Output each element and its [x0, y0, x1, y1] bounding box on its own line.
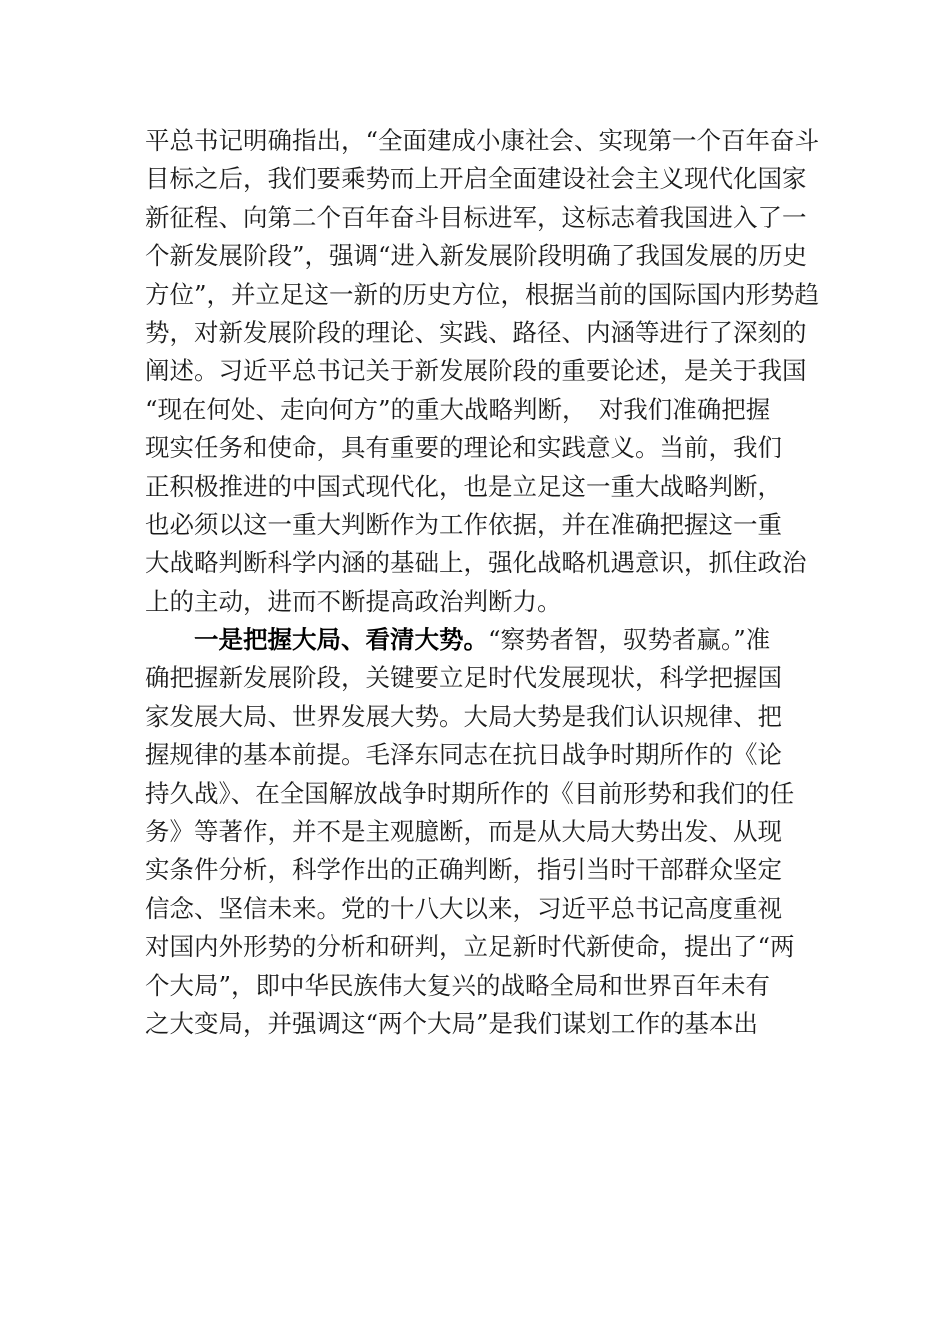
- text-line: 家发展大局、世界发展大势。大局大势是我们认识规律、把: [145, 701, 782, 731]
- text-line: 务》等著作，并不是主观臆断，而是从大局大势出发、从现: [145, 817, 782, 847]
- text-line: 平总书记明确指出，“全面建成小康社会、实现第一个百年奋斗: [145, 126, 820, 155]
- text-line: 方位”，并立足这一新的历史方位，根据当前的国际国内形势趋: [145, 279, 820, 309]
- text-line: 势，对新发展阶段的理论、实践、路径、内涵等进行了深刻的: [145, 317, 807, 347]
- text-line: 之大变局，并强调这“两个大局”是我们谋划工作的基本出: [145, 1008, 759, 1038]
- text-line: “现在何处、走向何方”的重大战略判断， 对我们准确把握: [145, 394, 771, 424]
- document-body: [145, 122, 820, 1043]
- text-line: 阐述。习近平总书记关于新发展阶段的重要论述，是关于我国: [145, 356, 807, 386]
- text-line: 持久战》、在全国解放战争时期所作的《目前形势和我们的任: [145, 778, 795, 808]
- text-line: 目标之后，我们要乘势而上开启全面建设社会主义现代化国家: [145, 164, 807, 194]
- text-line-first: [145, 621, 815, 659]
- text-line: 实条件分析，科学作出的正确判断，指引当时干部群众坚定: [145, 855, 782, 885]
- text-line: 正积极推进的中国式现代化，也是立足这一重大战略判断，: [145, 471, 782, 501]
- text-line: 信念、坚信未来。党的十八大以来，习近平总书记高度重视: [145, 893, 782, 923]
- text-line: 个新发展阶段”，强调“进入新发展阶段明确了我国发展的历史: [145, 241, 808, 271]
- text-line: 上的主动，进而不断提高政治判断力。: [145, 586, 562, 616]
- text-line: 现实任务和使命，具有重要的理论和实践意义。当前，我们: [145, 433, 782, 463]
- text-line: 也必须以这一重大判断作为工作依据，并在准确把握这一重: [145, 509, 782, 539]
- text-line: 大战略判断科学内涵的基础上，强化战略机遇意识，抓住政治: [145, 548, 807, 578]
- text-line: 对国内外形势的分析和研判，立足新时代新使命，提出了“两: [145, 932, 795, 962]
- text-line: 握规律的基本前提。毛泽东同志在抗日战争时期所作的《论: [145, 740, 782, 770]
- paragraph-2: [145, 621, 815, 1043]
- text-line: 确把握新发展阶段，关键要立足时代发展现状，科学把握国: [145, 663, 782, 693]
- text-line: 个大局”，即中华民族伟大复兴的战略全局和世界百年未有: [145, 970, 771, 1000]
- text-line: 新征程、向第二个百年奋斗目标进军，这标志着我国进入了一: [145, 202, 807, 232]
- paragraph-heading: 一是把握大局、看清大势。: [194, 625, 488, 655]
- paragraph-1: [145, 122, 820, 621]
- heading-quote: “察势者智，驭势者赢。”准: [488, 625, 771, 655]
